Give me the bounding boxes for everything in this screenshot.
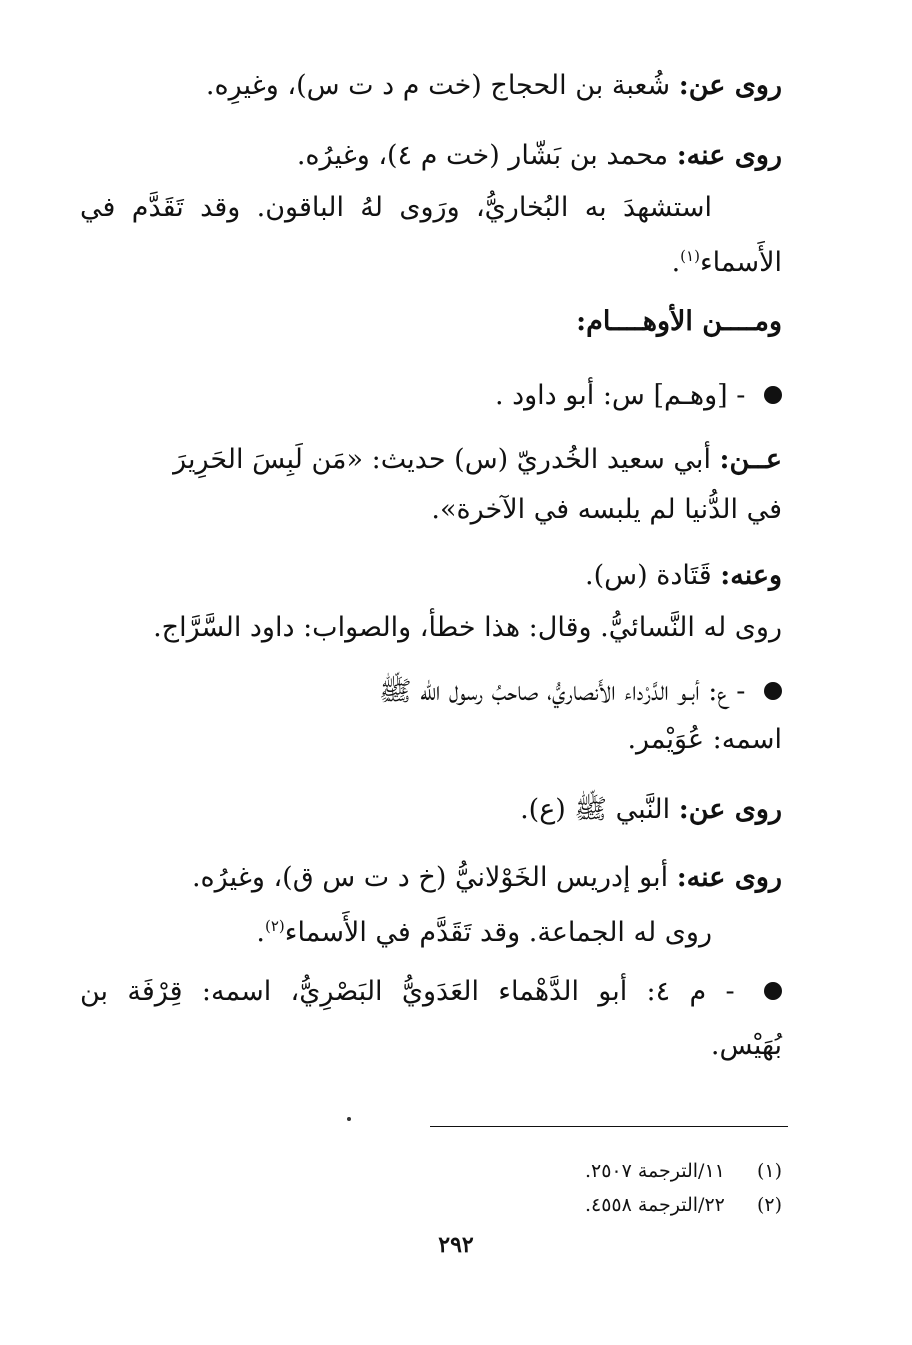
rawa-anhu-label: روى عنه: [676,140,782,171]
wahm-entry-text: - [وهـم] س: أبو داود . [494,380,746,411]
footnote-text: ٢٢/الترجمة ٤٥٥٨. [584,1194,725,1216]
footnote-1 [430,1158,782,1184]
rawa-anhu-text: محمد بن بَشّار (خت م ٤)، وغيرُه. [296,140,669,171]
hadith-cont-line: في الدُّنيا لم يلبسه في الآخرة». [431,494,782,525]
nasai-line: روى له النَّسائيُّ. وقال: هذا خطأ، والصواب: داود السَّرَّاج. [153,612,782,643]
an-khudri-text: أبي سعيد الخُدريّ (س) حديث: «مَن لَبِسَ الحَرِيرَ [173,444,711,475]
page-number: ٢٩٢ [438,1232,474,1258]
wa-anhu-label: وعنه: [720,560,782,591]
wahm-entry-line [80,376,782,416]
khawlani-line [80,858,782,898]
rawa-an-label-2: روى عن: [678,794,782,825]
abu-dahma-text: - م ٤: أبو الدَّهْماء العَدَويُّ البَصْرِيُّ، اسمه: قِرْفَة بن [80,976,735,1007]
rawa-an-nabi-line [80,790,782,830]
an-khudri-line [80,440,782,480]
bullet-icon [764,386,782,404]
asma-ref-text: الأَسماء [699,247,782,278]
footnote-separator [430,1126,788,1127]
uwaymir-line: اسمه: عُوَيْمر. [627,724,782,755]
footnote-2 [430,1192,782,1218]
khawlani-text: أبو إدريس الخَوْلانيُّ (خ د ت س ق)، وغيرُه. [191,862,669,893]
footnote-text: ١١/الترجمة ٢٥٠٧. [584,1160,725,1182]
wa-anhu-line [80,556,782,596]
footnote-ref-1: (١) [680,247,700,265]
bullet-icon [764,982,782,1000]
abu-darda-line [80,672,782,712]
bullet-icon [764,682,782,700]
bukhari-note-line [80,188,712,228]
rawa-anhu-line [80,136,782,176]
footnote-number: (١) [756,1160,782,1182]
rawa-an-line [80,66,782,106]
wa-anhu-text: قَتَادة (س). [585,560,712,591]
abu-dahma-line [80,972,782,1012]
rawa-an-text: شُعبة بن الحجاج (خت م د ت س)، وغيرِه. [205,70,671,101]
rawa-an-label: روى عن: [678,70,782,101]
rawa-an-nabi-text: النَّبي ﷺ (ع). [520,794,671,825]
asma-ref-line: الأَسماء$^{(١)}$. [671,247,782,278]
bukhari-note-text: استشهدَ به البُخاريُّ، ورَوى لهُ الباقون. وقد تَقَدَّم في [80,192,712,223]
buhays-line: بُهَيْس. [710,1030,782,1061]
an-label: عــن: [719,444,782,475]
rawa-anhu-label-2: روى عنه: [676,862,782,893]
footnote-number: (٢) [756,1194,782,1216]
jamaa-text: روى له الجماعة. وقد تَقَدَّم في الأَسماء [284,917,712,948]
jamaa-line: روى له الجماعة. وقد تَقَدَّم في الأَسماء$^{(٢)}$. [256,917,712,948]
ink-speck [347,1117,351,1121]
footnote-ref-2: (٢) [265,917,285,935]
abu-darda-text: - ع: أبـو الدَّرْداء الأَنصاريُّ، صاحبُ رسول الله ﷺ [378,676,746,707]
awham-heading: ومــــن الأوهــــام: [576,306,782,337]
